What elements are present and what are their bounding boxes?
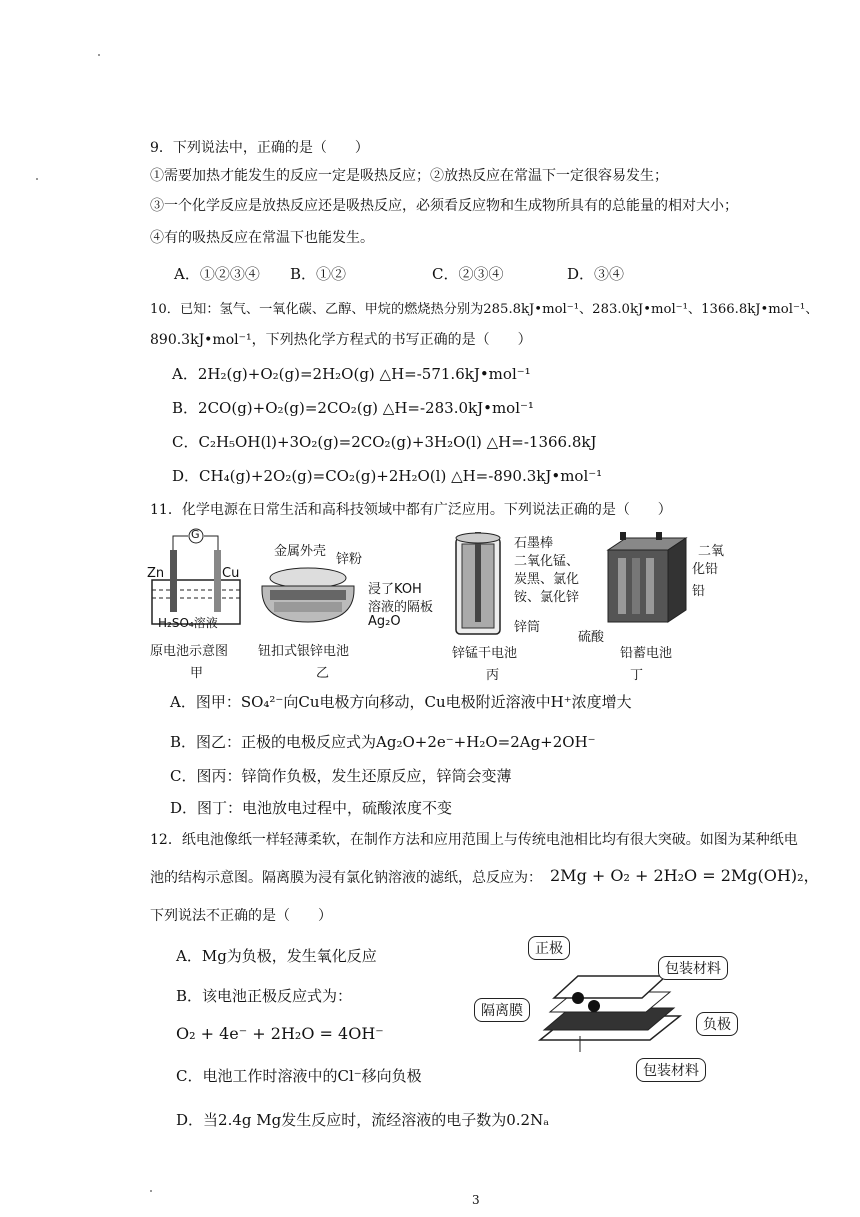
q10-option-d: D．CH₄(g)+2O₂(g)=CO₂(g)+2H₂O(l) △H=-890.3kJ•mol⁻¹: [172, 467, 603, 485]
dry-cell-mix-label-2: 炭黑、氯化: [514, 572, 580, 587]
q12-option-c: C．电池工作时溶液中的Cl⁻移向负极: [176, 1067, 422, 1085]
figure-ding-caption: 铅蓄电池: [620, 646, 673, 661]
scan-speck: [150, 1190, 152, 1192]
q11-option-d: D．图丁：电池放电过程中，硫酸浓度不变: [170, 799, 453, 817]
separator-label: 隔离膜: [474, 998, 530, 1022]
scan-speck: [36, 178, 38, 180]
zinc-electrode-label: Zn: [147, 566, 165, 581]
figure-ding-tag: 丁: [630, 668, 644, 683]
q10-option-c: C．C₂H₅OH(l)+3O₂(g)=2CO₂(g)+3H₂O(l) △H=-1366.8kJ: [172, 433, 597, 451]
packaging-label-bottom: 包装材料: [636, 1058, 706, 1082]
dry-cell-mix-label-1: 二氧化锰、: [514, 554, 580, 569]
q11-stem: 11．化学电源在日常生活和高科技领域中都有广泛应用。下列说法正确的是（ ）: [150, 502, 672, 518]
q9-stem: 9．下列说法中，正确的是（ ）: [150, 140, 369, 156]
copper-electrode-label: Cu: [222, 566, 240, 581]
q10-stem-2: 890.3kJ•mol⁻¹，下列热化学方程式的书写正确的是（ ）: [150, 332, 532, 348]
page-number: 3: [472, 1193, 480, 1207]
galvanometer-label: G: [191, 528, 200, 541]
q12-option-d: D．当2.4g Mg发生反应时，流经溶液的电子数为0.2Nₐ: [176, 1111, 549, 1129]
button-cell-diagram: [256, 556, 366, 634]
q11-option-b: B．图乙：正极的电极反应式为Ag₂O+2e⁻+H₂O=2Ag+2OH⁻: [170, 733, 596, 751]
q9-option-c: C．②③④: [432, 265, 504, 283]
q9-statement-2: ③一个化学反应是放热反应还是吸热反应，必须看反应物和生成物所具有的总能量的相对大小；: [150, 198, 738, 214]
figure-jia-tag: 甲: [190, 666, 204, 681]
figure-jia-caption: 原电池示意图: [150, 644, 229, 659]
dry-cell-mix-label-3: 铵、氯化锌: [514, 590, 580, 605]
q12-option-a: A．Mg为负极，发生氧化反应: [176, 947, 377, 965]
q10-option-b: B．2CO(g)+O₂(g)=2CO₂(g) △H=-283.0kJ•mol⁻¹: [172, 399, 534, 417]
lead-acid-battery-diagram: [598, 530, 694, 630]
q11-option-c: C．图丙：锌筒作负极，发生还原反应，锌筒会变薄: [170, 767, 512, 785]
silver-oxide-label: Ag₂O: [368, 614, 401, 629]
dry-cell-diagram: [450, 528, 510, 640]
lead-dioxide-label-2: 化铅: [692, 562, 719, 577]
sulfuric-acid-label: H₂SO₄溶液: [158, 616, 218, 630]
q12-stem-2a: 池的结构示意图。隔离膜为浸有氯化钠溶液的滤纸，总反应为：: [150, 870, 542, 886]
scan-speck: [98, 54, 100, 56]
q11-option-a: A．图甲：SO₄²⁻向Cu电极方向移动，Cu电极附近溶液中H⁺浓度增大: [170, 693, 632, 711]
q12-stem-1: 12．纸电池像纸一样轻薄柔软，在制作方法和应用范围上与传统电池相比均有很大突破。如图为某种纸电: [150, 832, 798, 848]
metal-shell-label: 金属外壳: [274, 544, 327, 559]
q9-option-a: A．①②③④: [174, 265, 260, 283]
q12-stem-3: 下列说法不正确的是（ ）: [150, 908, 332, 924]
zinc-can-label: 锌筒: [514, 620, 541, 635]
q12-total-reaction: 2Mg + O₂ + 2H₂O = 2Mg(OH)₂，: [550, 866, 820, 885]
koh-separator-label-1: 浸了KOH: [368, 582, 422, 597]
q9-option-d: D．③④: [567, 265, 625, 283]
sulfuric-acid-battery-label: 硫酸: [578, 630, 605, 645]
q12-option-b: B．该电池正极反应式为：: [176, 987, 353, 1005]
q10-option-a: A．2H₂(g)+O₂(g)=2H₂O(g) △H=-571.6kJ•mol⁻¹: [172, 365, 531, 383]
q9-statement-1: ①需要加热才能发生的反应一定是吸热反应；②放热反应在常温下一定很容易发生；: [150, 168, 668, 184]
graphite-rod-label: 石墨棒: [514, 536, 554, 551]
negative-electrode-label: 负极: [696, 1012, 738, 1036]
q12-option-b-equation: O₂ + 4e⁻ + 2H₂O = 4OH⁻: [176, 1024, 384, 1043]
figure-yi-tag: 乙: [316, 666, 330, 681]
packaging-label-top: 包装材料: [658, 956, 728, 980]
figure-bing-caption: 锌锰干电池: [452, 646, 518, 661]
figure-bing-tag: 丙: [486, 668, 500, 683]
figure-yi-caption: 钮扣式银锌电池: [258, 644, 350, 659]
zinc-powder-label: 锌粉: [336, 552, 363, 567]
q10-stem-1: 10．已知：氢气、一氧化碳、乙醇、甲烷的燃烧热分别为285.8kJ•mol⁻¹、283.0kJ•mol⁻¹、1366.8kJ•mol⁻¹、: [150, 302, 819, 317]
koh-separator-label-2: 溶液的隔板: [368, 600, 434, 615]
q9-option-b: B．①②: [290, 265, 347, 283]
lead-dioxide-label-1: 二氧: [698, 544, 725, 559]
lead-label: 铅: [692, 584, 706, 599]
q9-statement-3: ④有的吸热反应在常温下也能发生。: [150, 230, 374, 246]
positive-electrode-label: 正极: [528, 936, 570, 960]
